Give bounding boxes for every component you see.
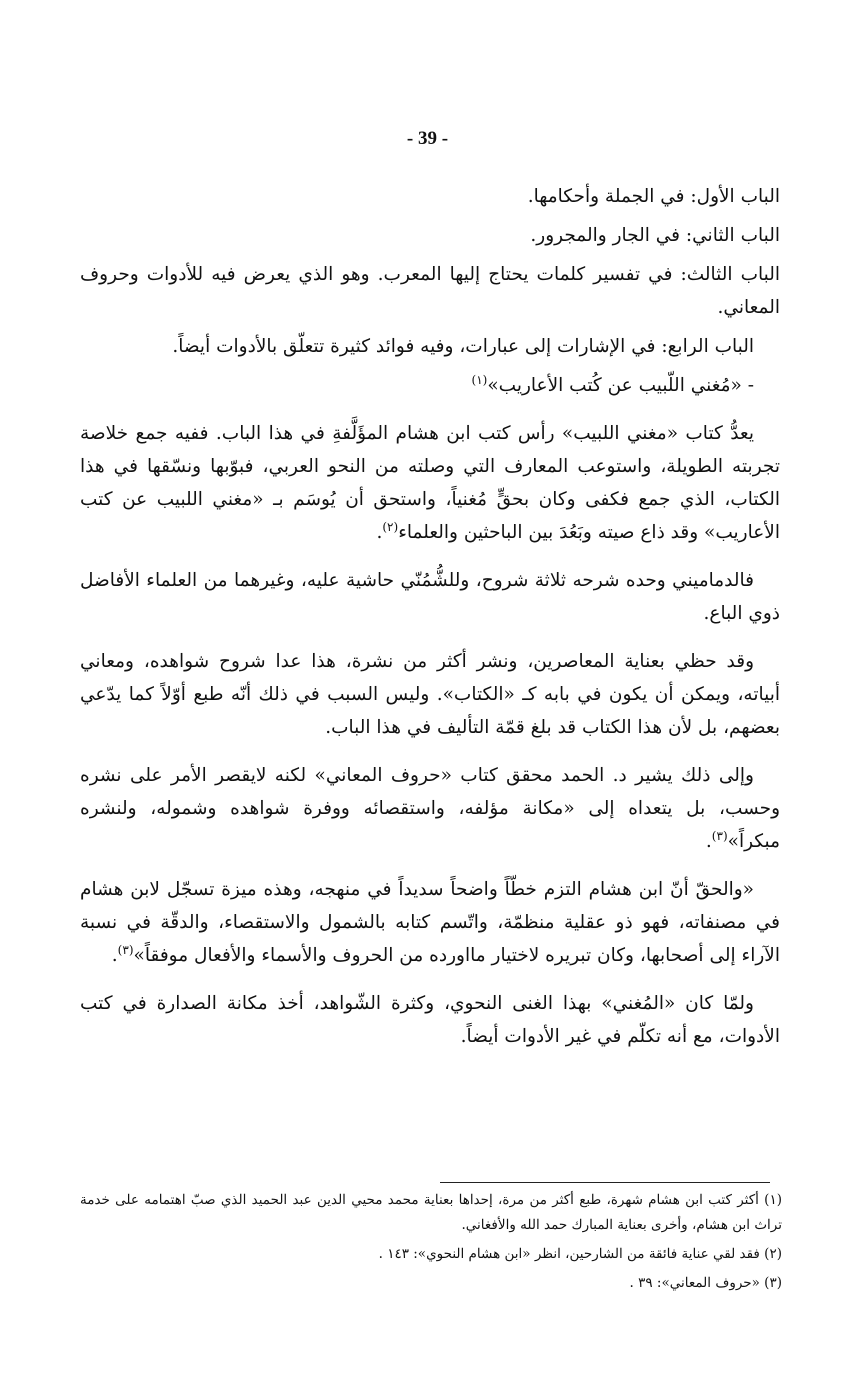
paragraph-text: وإلى ذلك يشير د. الحمد محقق كتاب «حروف المعاني» لكنه لايقصر الأمر على نشره وحسب، بل يتعداه إلى «مكانة مؤلفه، واستقصائه ووفرة شواهده وشموله، ولنشره مبكراً» bbox=[80, 765, 780, 852]
footnote-divider bbox=[440, 1182, 770, 1183]
page-number: - 39 - bbox=[406, 128, 449, 149]
footnotes bbox=[80, 1188, 782, 1300]
section-heading bbox=[80, 369, 780, 402]
footnote-ref-2: (٢) bbox=[382, 519, 399, 534]
footnote-ref-3: (٣) bbox=[711, 828, 728, 843]
footnote-3: (٣) «حروف المعاني»: ٣٩ . bbox=[629, 1275, 782, 1291]
paragraph-text: «والحقّ أنّ ابن هشام التزم خطّاً واضحاً سديداً في منهجه، وهذه ميزة تسجّل لابن هشام في مصنفاته، فهو ذو عقلية منظمّة، واتّسم كتابه بالشمول والاستقصاء، والدقّة في نسبة الآراء إلى أصحابها، وكان تبريره لاختيار مااورده من الحروف والأسماء والأفعال موفقاً» bbox=[80, 879, 780, 966]
footnote-ref-1: (١) bbox=[471, 372, 488, 387]
paragraph-chapter-3: الباب الثالث: في تفسير كلمات يحتاج إليها المعرب. وهو الذي يعرض فيه للأدوات وحروف المعاني. bbox=[80, 264, 780, 318]
footnote-1: (١) أكثر كتب ابن هشام شهرة، طبع أكثر من مرة، إحداها بعناية محمد محيي الدين عبد الحميد الذي صبّ اهتمامه على خدمة تراث ابن هشام، وأخرى بعناية المبارك حمد الله والأفغاني. bbox=[80, 1192, 782, 1233]
main-text bbox=[80, 180, 780, 1068]
paragraph-commentaries: فالدماميني وحده شرحه ثلاثة شروح، وللشُّمُنّي حاشية عليه، وغيرهما من العلماء الأفاضل ذوي الباع. bbox=[80, 570, 780, 624]
paragraph-chapter-1: الباب الأول: في الجملة وأحكامها. bbox=[527, 186, 780, 207]
footnote-2: (٢) فقد لقي عناية فائقة من الشارحين، انظر «ابن هشام النحوي»: ١٤٣ . bbox=[378, 1246, 782, 1262]
paragraph-text: يعدُّ كتاب «مغني اللبيب» رأس كتب ابن هشام المؤَلَّفةِ في هذا الباب. ففيه جمع خلاصة تجربته الطويلة، واستوعب المعارف التي وصلته من النحو العربي، فبوّبها ونسّقها في هذا الكتاب، الذي جمع فكفى وكان بحقٍّ مُغنياً، واستحق أن يُوسَم بـ «مغني اللبيب عن كتب الأعاريب» وقد ذاع صيته وبَعُدَ بين الباحثين والعلماء bbox=[80, 423, 780, 543]
footnote-ref-3b: (٣) bbox=[117, 942, 134, 957]
paragraph-modern-editions: وقد حظي بعناية المعاصرين، ونشر أكثر من نشرة، هذا عدا شروح شواهده، ومعاني أبياته، ويمكن أن يكون في بابه كـ «الكتاب». وليس السبب في ذلك أنّه طبع أوّلاً كما يدّعي بعضهم، بل لأن هذا الكتاب قد بلغ قمّة التأليف في هذا الباب. bbox=[80, 651, 780, 738]
paragraph-conclusion: ولمّا كان «المُغني» بهذا الغنى النحوي، وكثرة الشّواهد، أخذ مكانة الصدارة في كتب الأدوات، مع أنه تكلّم في غير الأدوات أيضاً. bbox=[80, 993, 780, 1047]
paragraph-chapter-2: الباب الثاني: في الجار والمجرور. bbox=[530, 225, 780, 246]
paragraph-alhamad: وإلى ذلك يشير د. الحمد محقق كتاب «حروف المعاني» لكنه لايقصر الأمر على نشره وحسب، بل يتعداه إلى «مكانة مؤلفه، واستقصائه ووفرة شواهده وشموله، ولنشره مبكراً»$^{(٣)}$. bbox=[80, 765, 780, 852]
paragraph-chapter-4: الباب الرابع: في الإشارات إلى عبارات، وفيه فوائد كثيرة تتعلّق بالأدوات أيضاً. bbox=[172, 336, 754, 357]
paragraph-quote: «والحقّ أنّ ابن هشام التزم خطّاً واضحاً سديداً في منهجه، وهذه ميزة تسجّل لابن هشام في مصنفاته، فهو ذو عقلية منظمّة، واتّسم كتابه بالشمول والاستقصاء، والدقّة في نسبة الآراء إلى أصحابها، وكان تبريره لاختيار مااورده من الحروف والأسماء والأفعال موفقاً»$^{(٣)}$. bbox=[80, 879, 780, 966]
paragraph-mughni-intro: يعدُّ كتاب «مغني اللبيب» رأس كتب ابن هشام المؤَلَّفةِ في هذا الباب. ففيه جمع خلاصة تجربته الطويلة، واستوعب المعارف التي وصلته من النحو العربي، فبوّبها ونسّقها في هذا الكتاب، الذي جمع فكفى وكان بحقٍّ مُغنياً، واستحق أن يُوسَم بـ «مغني اللبيب عن كتب الأعاريب» وقد ذاع صيته وبَعُدَ بين الباحثين والعلماء$^{(٢)}$. bbox=[80, 423, 780, 543]
section-heading-text: - «مُغني اللّبيب عن كُتب الأعاريب» bbox=[487, 375, 754, 396]
